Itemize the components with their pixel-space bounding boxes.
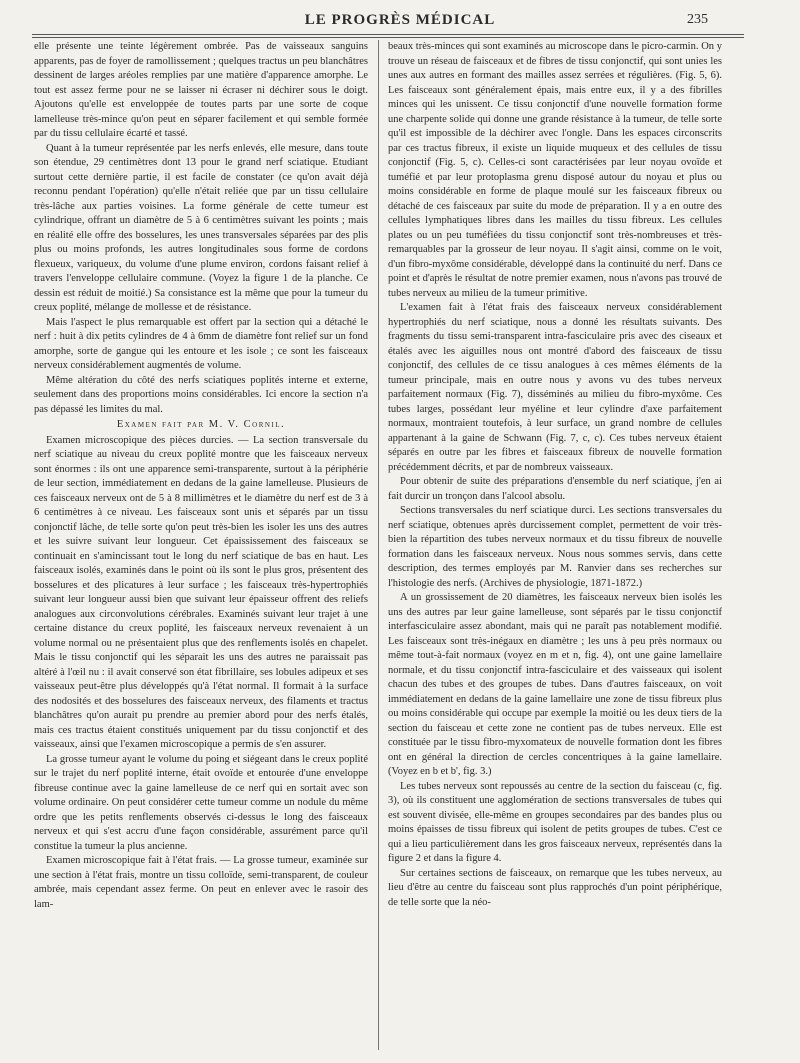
left-column xyxy=(34,40,368,1055)
paragraph: elle présente une teinte légèrement ombrée. Pas de vaisseaux sanguins apparents, pas de foyer de ramollissement ; quelques tractus un peu blanchâtres dessinent de larges aréoles remplies par une matière d'apparence amorphe. Le tout est assez ferme pour ne se laisser ni écraser ni déchirer sous le doigt. Ajoutons qu'elle est enveloppée de toutes parts par une sorte de coque lamelleuse très-mince qu'on peut en séparer facilement et qui semble formée par du tissu cellulaire écarté et tassé. xyxy=(34,41,368,139)
right-column xyxy=(388,40,722,1055)
paragraph: Examen microscopique fait à l'état frais. — La grosse tumeur, examinée sur une section à l'état frais, montre un tissu colloïde, semi-transparent, de couleur ambrée, mais cependant assez ferme. On peut en enlever avec le rasoir des lam- xyxy=(34,855,368,910)
paragraph: L'examen fait à l'état frais des faisceaux nerveux considérablement hypertrophiés du nerf sciatique, nous a donné les résultats suivants. Des fragments du tissu semi-transparent intra-fasciculaire pris avec des ciseaux et étalés avec les aiguilles nous ont montré d'abord des faisceaux de tissu conjonctif, des cellules de ce tissu analogues à ces mêmes éléments de la tumeur principale, mais en outre nous y avons vu des tubes nerveux parfaitement normaux (Fig. 7), disséminés au milieu du fibro-myxôme. Ces tubes larges, possédant leur myéline et leur cylindre d'axe parfaitement normaux, montraient toutefois, à leur surface, un grand nombre de cellules appartenant à la gaine de Schwann (Fig. 7, c, c). Ces tubes nerveux étaient séparés en outre par les fibres et faisceaux fibreux de nouvelle formation précédemment décrits, et par de nombreux vaisseaux. xyxy=(388,302,722,473)
paragraph: Les tubes nerveux sont repoussés au centre de la section du faisceau (c, fig. 3), où ils constituent une agglomération de sections transversales de tubes qui est souvent divisée, elle-même en groupes secondaires par des bandes plus ou moins épaisses de tissu fibreux qui isolent de petits groupes de tubes. C'est ce qui a lieu particulièrement dans les gros faisceaux nerveux, représentés dans la figure 2 et dans la figure 4. xyxy=(388,780,722,864)
paragraph: Sur certaines sections de faisceaux, on remarque que les tubes nerveux, au lieu d'être au centre du faisceau sont plus rapprochés d'un point périphérique, de telle sorte que la néo- xyxy=(388,867,722,908)
paragraph: La grosse tumeur ayant le volume du poing et siégeant dans le creux poplité sur le trajet du nerf poplité interne, était ovoïde et entourée d'une enveloppe fibreuse continue avec la gaine lamelleuse de ce nerf qui en sortait avec son volume ordinaire. On peut considérer cette tumeur comme un nodule du même ordre que les petits renflements observés ci-dessus le long des faisceaux nerveux et qui s'est accru d'une façon considérable, assurément parce qu'il constitue la tumeur la plus ancienne. xyxy=(34,753,368,852)
paragraph: beaux très-minces qui sont examinés au microscope dans le picro-carmin. On y trouve un réseau de faisceaux et de fibres de tissu conjonctif, qui sont unies les unes aux autres en formant des mailles assez serrées et régulières. (Fig. 5, 6). Les faisceaux sont généralement épais, mais entre eux, il y a des fibrilles minces qui les unissent. Ce tissu conjonctif d'une nouvelle formation forme une charpente solide qui donne une grande résistance à la tumeur, de telle sorte qu'il est impossible de la déchirer avec l'ongle. Dans les espaces circonscrits par ces tractus fibreux, il existe un liquide muqueux et des cellules de tissu conjonctif (Fig. 5, c). Celles-ci sont caractérisées par leur noyau ovoïde et tuméfié et par leur protoplasma grenu disposé autour du noyau et plus ou moins considérable en forme de plaque moulé sur les faisceaux fibreux ou détaché de ces faisceaux par suite du mode de préparation. Il y a en outre des cellules lymphatiques libres dans les mailles du tissu fibreux. Les cellules plates ou un peu tuméfiées du tissu conjonctif sont très-nombreuses et très-remarquables par la grosseur de leur noyau. Il s'agit ainsi, comme on le voit, d'un fibro-myxôme considérable, développé dans la continuité du nerf. Dans ce point et d'après le résultat de notre premier examen, nous n'avons pas trouvé de tubes nerveux au milieu de la tumeur primitive. xyxy=(388,41,722,299)
paragraph: Mais l'aspect le plus remarquable est offert par la section qui a détaché le nerf : huit à dix petits cylindres de 4 à 6mm de diamètre font relief sur un fond amorphe, sorte de gangue qui les entoure et les isole ; ce sont les faisceaux nerveux considérablement augmentés de volume. xyxy=(34,316,368,371)
header-rule xyxy=(32,34,744,35)
paragraph: Sections transversales du nerf sciatique durci. Les sections transversales du nerf sciatique, obtenues après durcissement complet, permettent de voir très-bien la répartition des tubes nerveux normaux et du tissu fibreux de nouvelle formation dans les faisceaux nerveux. Nous nous sommes servis, dans cette description, des termes employés par M. Ranvier dans ses recherches sur l'histologie des nerfs. (Archives de physiologie, 1871-1872.) xyxy=(388,505,722,589)
paragraph: Quant à la tumeur représentée par les nerfs enlevés, elle mesure, dans toute son étendue, 29 centimètres dont 13 pour le grand nerf sciatique. Etudiant surtout cette dernière partie, il est facile de constater (ce qu'on avait déjà reconnu pendant l'opération) qu'elle n'était reliée que par un tissu cellulaire très-lâche aux parties voisines. La forme générale de cette tumeur est cylindrique, offrant un diamètre de 5 à 6 centimètres suivant les points ; mais en réalité elle offre des bosselures, les unes transversales séparées par des plis plus ou moins profonds, les autres longitudinales sous forme de cordons flexueux, variqueux, du volume d'une plume environ, cordons faisant relief à travers l'enveloppe cellulaire commune. (Voyez la figure 1 de la planche. Ce dessin est réduit de moitié.) Sa consistance est la même que pour la tumeur du creux poplité, mélange de mollesse et de résistance. xyxy=(34,142,368,313)
page-number: 235 xyxy=(687,12,708,27)
paragraph: A un grossissement de 20 diamètres, les faisceaux nerveux bien isolés les uns des autres par leur gaine lamelleuse, sont séparés par le tissu conjonctif interfasciculaire assez abondant, mais qui ne paraît pas notablement modifié. Les faisceaux sont très-inégaux en diamètre ; les uns à peu près normaux ou même tout-à-fait normaux (voyez en m et n, fig. 4), ont une gaine lamellaire normale, et du tissu conjonctif intra-fasciculaire et des vaisseaux qui isolent chacun des tubes et des groupes de tubes. Dans d'autres faisceaux, on voit immédiatement en dedans de la gaine lamellaire une zone de tissu fibreux plus ou moins considérable qui occupe par exemple la moitié ou les deux tiers de la section du faisceau et cette zone ne contient pas de tubes nerveux. Elle est constituée par le tissu fibro-myxomateux de nouvelle formation dont les fibres ont en général la direction de cercles concentriques à la gaine lamellaire. (Voyez en b et b', fig. 3.) xyxy=(388,592,722,777)
header-rule-double xyxy=(32,37,744,38)
column-divider xyxy=(378,40,379,1050)
journal-title: LE PROGRÈS MÉDICAL xyxy=(304,12,496,28)
running-header xyxy=(0,10,800,32)
paragraph: Examen microscopique des pièces durcies. — La section transversale du nerf sciatique au niveau du creux poplité montre que les faisceaux nerveux sont énormes : ils ont une apparence semi-transparente, surtout à la périphérie de leur section, immédiatement en dedans de la gaine lamelleuse. Plusieurs de ces faisceaux nerveux ont de 5 à 8 millimètres et le diamètre du nerf est de 3 à 6 centimètres à ce niveau. Les faisceaux sont unis et séparés par un tissu conjonctif lâche, de telle sorte qu'on peut très-bien les isoler les uns des autres et les suivre suivant leur longueur. Cet épaississement des faisceaux se continuait en s'amincissant tout le long du nerf sciatique de bas en haut. Les faisceaux isolés, examinés dans le point où ils sont le plus gros, présentent des bosselures et des plicatures à leur surface ; les faisceaux très-hypertrophiés suivant leur longueur aussi bien que suivant leur épaisseur offrent des reliefs analogues aux circonvolutions cérébrales. Examinés suivant leur trajet à une certaine distance du creux poplité, les faisceaux nerveux revenaient à un volume normal ou ne présentaient plus que des renflements isolés en chapelet. Mais le tissu conjonctif qui les séparait les uns des autres ne paraissait pas altéré à l'œil nu : il avait conservé son état fibrillaire, ses lobules adipeux et ses vaisseaux peut-être plus développés qu'à l'état normal. Il formait à la surface des nodosités et des bosselures des faisceaux nerveux, des filaments et tractus blanchâtres qu'on aurait pu prendre au premier abord pour des nerfs étalés, mais ces tractus étaient constitués uniquement par du tissu conjonctif et des vaisseaux, ainsi que l'examen microscopique a permis de s'en assurer. xyxy=(34,434,368,750)
paragraph: Pour obtenir de suite des préparations d'ensemble du nerf sciatique, j'en ai fait durcir un tronçon dans l'alcool absolu. xyxy=(388,476,722,502)
section-heading: Examen fait par M. V. Cornil. xyxy=(116,419,286,430)
paragraph: Même altération du côté des nerfs sciatiques poplités interne et externe, seulement dans des proportions moins considérables. Ici encore la section n'a pas dépassé les limites du mal. xyxy=(34,374,368,415)
